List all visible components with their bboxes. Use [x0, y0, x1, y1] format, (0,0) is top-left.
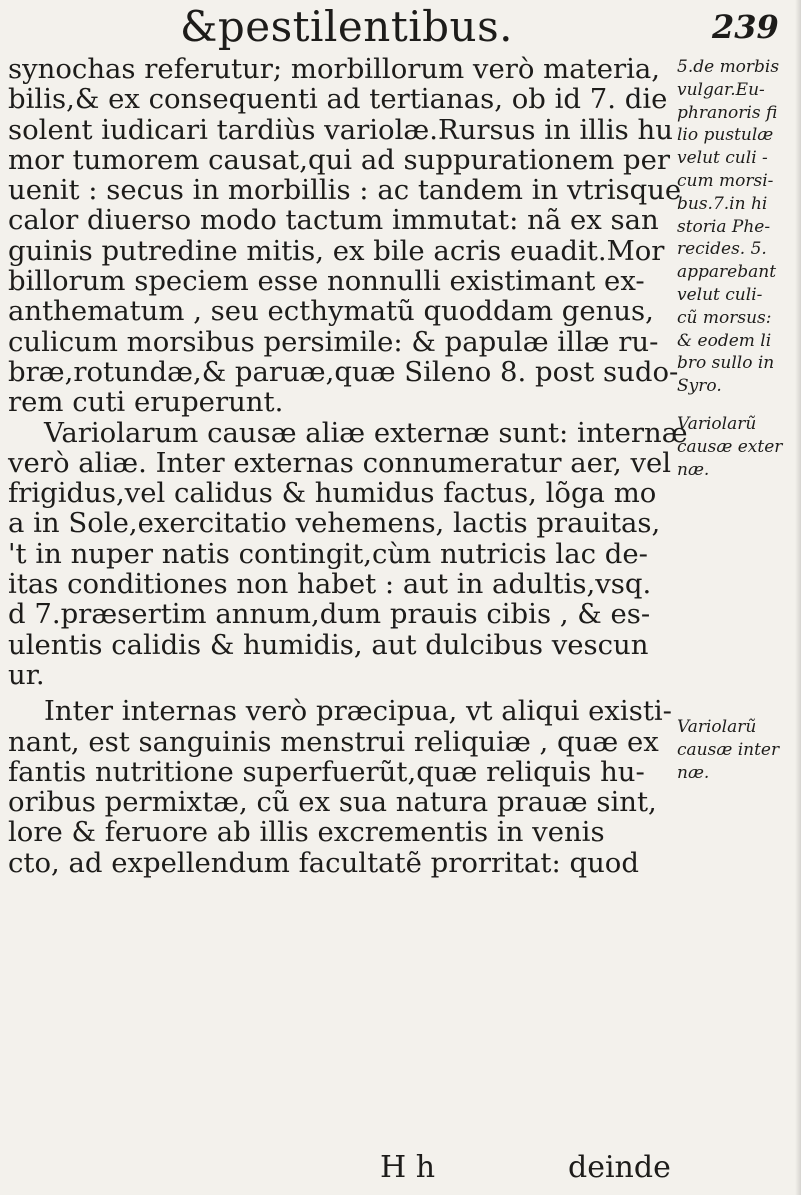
text-line: Variolarum causæ aliæ externæ sunt: internæ: [44, 416, 688, 449]
margin-note-line: Syro.: [677, 376, 722, 397]
text-line: guinis putredine mitis, ex bile acris euadit.Mor: [8, 234, 665, 267]
text-line: rem cuti eruperunt.: [8, 386, 284, 419]
signature-mark: H h: [380, 1150, 436, 1185]
margin-note-line: & eodem li: [677, 330, 772, 351]
margin-note-line: phranoris fi: [677, 102, 778, 123]
margin-note-line: storia Phe-: [677, 216, 771, 237]
text-line: d 7.præsertim annum,dum prauis cibis , & es-: [8, 598, 651, 631]
text-line: fantis nutritione superfuerũt,quæ reliquis hu-: [8, 755, 645, 788]
page-number: 239: [712, 8, 779, 46]
page-footer: [0, 1150, 801, 1190]
margin-note-line: bro sullo in: [677, 353, 775, 374]
text-line: lore & feruore ab illis excrementis in venis: [8, 816, 605, 849]
margin-note-internal-causes: [677, 716, 801, 784]
catchword: deinde: [568, 1150, 671, 1185]
text-line: ur.: [8, 658, 45, 691]
text-line: solent iudicari tardiùs variolæ.Rursus in illis hu: [8, 113, 673, 146]
marginal-notes: [677, 56, 801, 785]
margin-note-line: 5.de morbis: [677, 57, 780, 77]
margin-note-line: velut culi-: [677, 284, 763, 305]
margin-note-line: vulgar.Eu-: [677, 79, 765, 100]
text-line: 't in nuper natis contingit,cùm nutricis lac de-: [8, 537, 648, 570]
margin-note-external-causes: [677, 413, 801, 481]
margin-note-line: velut culi -: [677, 148, 768, 169]
margin-note-line: cum morsi-: [677, 170, 774, 191]
margin-note-line: Variolarũ: [677, 717, 757, 738]
main-text-block: [8, 53, 688, 879]
margin-note-line: causæ inter: [677, 740, 780, 761]
margin-note-line: cũ morsus:: [677, 307, 772, 328]
text-line: a in Sole,exercitatio vehemens, lactis prauitas,: [8, 507, 661, 540]
margin-note-line: næ.: [677, 459, 710, 480]
text-line: calor diuerso modo tactum immutat: nã ex san: [8, 204, 659, 237]
text-line: frigidus,vel calidus & humidus factus, lõga mo: [8, 477, 657, 510]
margin-note-line: recides. 5.: [677, 239, 767, 260]
text-line: synochas referutur; morbillorum verò materia,: [8, 53, 661, 85]
margin-note-sources: [677, 56, 801, 398]
running-title: &pestilentibus.: [180, 2, 513, 51]
text-line: culicum morsibus persimile: & papulæ illæ ru-: [8, 325, 659, 358]
text-line: mor tumorem causat,qui ad suppurationem per: [8, 143, 671, 176]
text-line: verò aliæ. Inter externas connumeratur aer, vel: [8, 446, 672, 479]
margin-note-line: Variolarũ: [677, 413, 757, 434]
text-line: bilis,& ex consequenti ad tertianas, ob id 7. die: [8, 83, 668, 116]
text-line: bræ,rotundæ,& paruæ,quæ Sileno 8. post sudo-: [8, 355, 679, 388]
text-line: nant, est sanguinis menstrui reliquiæ , quæ ex: [8, 725, 659, 758]
page-edge-shadow: [795, 0, 801, 1195]
text-line: itas conditiones non habet : aut in adultis,vsq.: [8, 568, 652, 601]
margin-note-line: lio pustulæ: [677, 125, 774, 146]
text-line: billorum speciem esse nonnulli existimant ex-: [8, 265, 645, 298]
margin-note-line: bus.7.in hi: [677, 193, 768, 214]
margin-note-line: apparebant: [677, 262, 777, 283]
text-line: uenit : secus in morbillis : ac tandem in vtrisque: [8, 174, 682, 207]
text-line: Inter internas verò præcipua, vt aliqui existi-: [44, 695, 672, 728]
text-line: cto, ad expellendum facultatẽ prorritat: quod: [8, 846, 639, 879]
text-line: oribus permixtæ, cũ ex sua natura prauæ sint,: [8, 786, 657, 819]
margin-note-line: næ.: [677, 762, 710, 783]
text-line: ulentis calidis & humidis, aut dulcibus vescun: [8, 628, 649, 661]
margin-note-line: causæ exter: [677, 436, 783, 457]
text-line: anthematum , seu ecthymatũ quoddam genus,: [8, 295, 654, 328]
